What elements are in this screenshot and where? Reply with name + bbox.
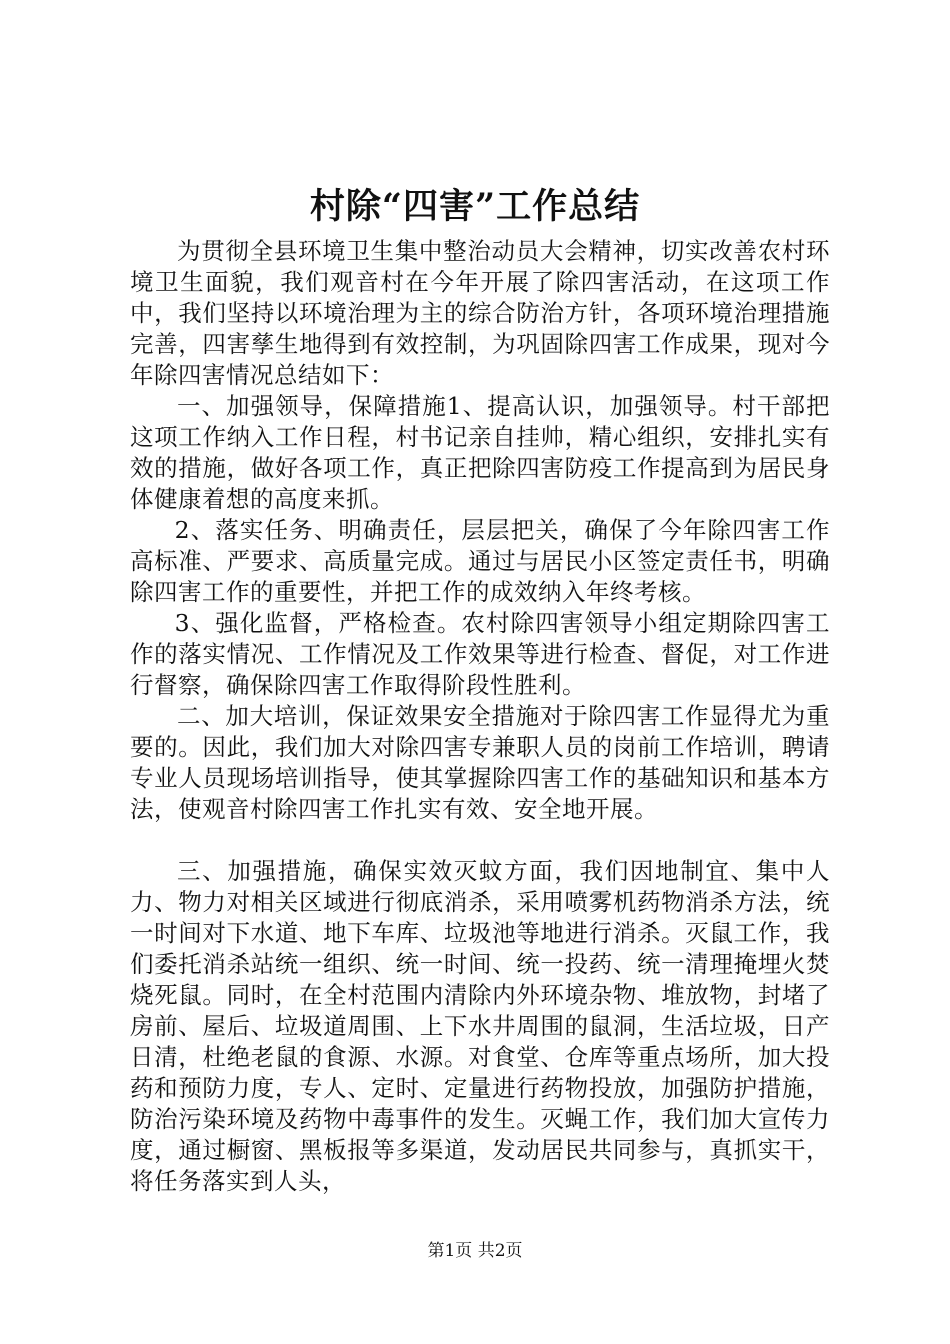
paragraph-intro: 为贯彻全县环境卫生集中整治动员大会精神，切实改善农村环境卫生面貌，我们观音村在今年开展了除四害活动，在这项工作中，我们坚持以环境治理为主的综合防治方针，各项环境治理措施完善，四害孳生地得到有效控制，为巩固除四害工作成果，现对今年除四害情况总结如下： bbox=[130, 237, 830, 389]
page-footer: 第1页 共2页 bbox=[427, 1241, 523, 1261]
paragraph-item-3: 3、强化监督，严格检查。农村除四害领导小组定期除四害工作的落实情况、工作情况及工作效果等进行检查、督促，对工作进行督察，确保除四害工作取得阶段性胜利。 bbox=[130, 609, 830, 699]
paragraph-spacer bbox=[130, 825, 830, 856]
paragraph-item-2: 2、落实任务、明确责任，层层把关，确保了今年除四害工作高标准、严要求、高质量完成。通过与居民小区签定责任书，明确除四害工作的重要性，并把工作的成效纳入年终考核。 bbox=[130, 516, 830, 606]
paragraph-section-3: 三、加强措施，确保实效灭蚊方面，我们因地制宜、集中人力、物力对相关区域进行彻底消杀，采用喷雾机药物消杀方法，统一时间对下水道、地下车库、垃圾池等地进行消杀。灭鼠工作，我们委托消杀站统一组织、统一时间、统一投药、统一清理掩埋火焚烧死鼠。同时，在全村范围内清除内外环境杂物、堆放物，封堵了房前、屋后、垃圾道周围、上下水井周围的鼠洞，生活垃圾，日产日清，杜绝老鼠的食源、水源。对食堂、仓库等重点场所，加大投药和预防力度，专人、定时、定量进行药物投放，加强防护措施，防治污染环境及药物中毒事件的发生。灭蝇工作，我们加大宣传力度，通过橱窗、黑板报等多渠道，发动居民共同参与，真抓实干，将任务落实到人头， bbox=[130, 857, 830, 1195]
document-title: 村除“四害”工作总结 bbox=[309, 186, 641, 227]
paragraph-section-2: 二、加大培训，保证效果安全措施对于除四害工作显得尤为重要的。因此，我们加大对除四害专兼职人员的岗前工作培训，聘请专业人员现场培训指导，使其掌握除四害工作的基础知识和基本方法，使观音村除四害工作扎实有效、安全地开展。 bbox=[130, 702, 830, 823]
paragraph-section-1: 一、加强领导，保障措施1、提高认识，加强领导。村干部把这项工作纳入工作日程，村书记亲自挂帅，精心组织，安排扎实有效的措施，做好各项工作，真正把除四害防疫工作提高到为居民身体健康着想的高度来抓。 bbox=[130, 392, 830, 513]
document-body bbox=[130, 236, 830, 1197]
